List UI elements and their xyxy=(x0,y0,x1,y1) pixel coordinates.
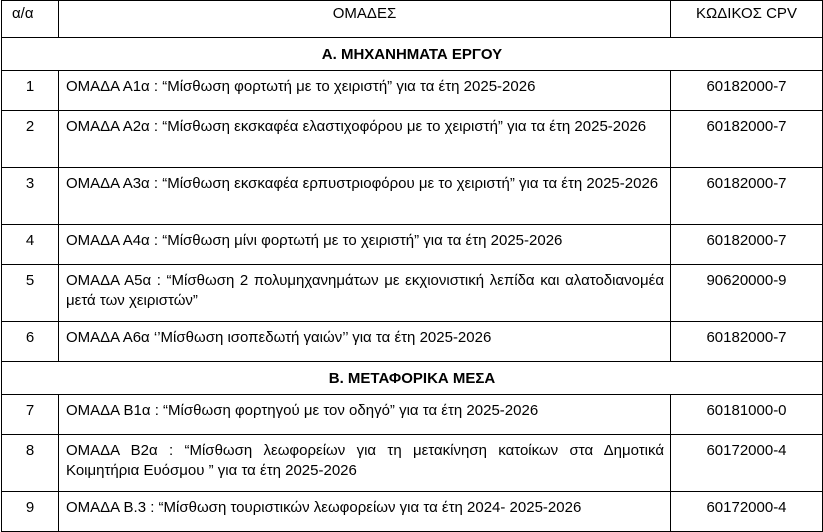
row-number: 6 xyxy=(2,322,59,362)
row-number: 4 xyxy=(2,225,59,265)
row-description: ΟΜΑΔΑ Α2α : “Μίσθωση εκσκαφέα ελαστιχοφόρου με το χειριστή” για τα έτη 2025-2026 xyxy=(59,111,671,168)
row-cpv-code: 60182000-7 xyxy=(671,71,823,111)
row-cpv-code: 90620000-9 xyxy=(671,265,823,322)
row-description: ΟΜΑΔΑ Α1α : “Μίσθωση φορτωτή με το χειριστή” για τα έτη 2025-2026 xyxy=(59,71,671,111)
cpv-groups-table xyxy=(1,0,823,532)
row-description: ΟΜΑΔΑ Β.3 : “Μίσθωση τουριστικών λεωφορείων για τα έτη 2024- 2025-2026 xyxy=(59,492,671,532)
table-row xyxy=(2,435,823,492)
row-description: ΟΜΑΔΑ Β2α : “Μίσθωση λεωφορείων για τη μετακίνηση κατοίκων στα Δημοτικά Κοιμητήρια Ευόσμου ” για τα έτη 2025-2026 xyxy=(59,435,671,492)
row-cpv-code: 60182000-7 xyxy=(671,111,823,168)
header-cpv: ΚΩΔΙΚΟΣ CPV xyxy=(671,1,823,38)
table-row xyxy=(2,265,823,322)
section-header-row xyxy=(2,38,823,71)
section-title: Β. ΜΕΤΑΦΟΡΙΚΑ ΜΕΣΑ xyxy=(2,362,823,395)
section-title: Α. ΜΗΧΑΝΗΜΑΤΑ ΕΡΓΟΥ xyxy=(2,38,823,71)
row-number: 5 xyxy=(2,265,59,322)
row-description: ΟΜΑΔΑ Α5α : “Μίσθωση 2 πολυμηχανημάτων με εκχιονιστική λεπίδα και αλατοδιανομέα μετά των χειριστών” xyxy=(59,265,671,322)
table-row xyxy=(2,395,823,435)
row-number: 1 xyxy=(2,71,59,111)
row-description: ΟΜΑΔΑ Α4α : “Μίσθωση μίνι φορτωτή με το χειριστή” για τα έτη 2025-2026 xyxy=(59,225,671,265)
table-header xyxy=(2,1,823,38)
row-number: 8 xyxy=(2,435,59,492)
table-row xyxy=(2,168,823,225)
row-number: 2 xyxy=(2,111,59,168)
header-groups: ΟΜΑΔΕΣ xyxy=(59,1,671,38)
row-cpv-code: 60182000-7 xyxy=(671,322,823,362)
row-description: ΟΜΑΔΑ Β1α : “Μίσθωση φορτηγού με τον οδηγό” για τα έτη 2025-2026 xyxy=(59,395,671,435)
section-header-row xyxy=(2,362,823,395)
row-number: 3 xyxy=(2,168,59,225)
row-description: ΟΜΑΔΑ Α6α ‘’Μίσθωση ισοπεδωτή γαιών’’ για τα έτη 2025-2026 xyxy=(59,322,671,362)
table-row xyxy=(2,322,823,362)
row-cpv-code: 60181000-0 xyxy=(671,395,823,435)
row-number: 9 xyxy=(2,492,59,532)
table-row xyxy=(2,225,823,265)
table-row xyxy=(2,71,823,111)
row-cpv-code: 60182000-7 xyxy=(671,168,823,225)
table-row xyxy=(2,492,823,532)
table-body xyxy=(2,38,823,532)
row-cpv-code: 60172000-4 xyxy=(671,492,823,532)
table-row xyxy=(2,111,823,168)
header-index: α/α xyxy=(2,1,59,38)
row-description: ΟΜΑΔΑ Α3α : “Μίσθωση εκσκαφέα ερπυστριοφόρου με το χειριστή” για τα έτη 2025-2026 xyxy=(59,168,671,225)
row-cpv-code: 60172000-4 xyxy=(671,435,823,492)
row-cpv-code: 60182000-7 xyxy=(671,225,823,265)
row-number: 7 xyxy=(2,395,59,435)
